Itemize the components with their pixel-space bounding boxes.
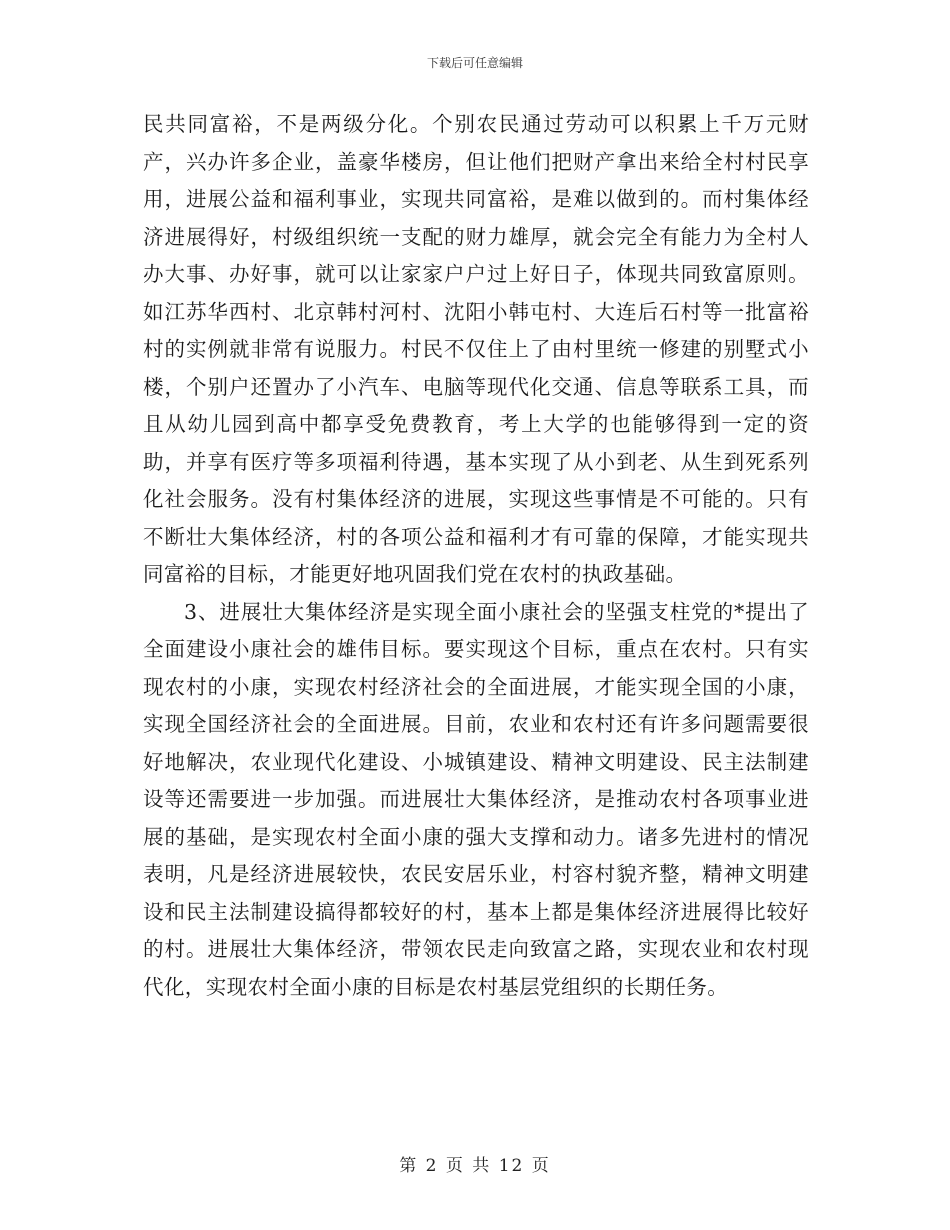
page-number-footer: 第 2 页 共 12 页 — [399, 1156, 551, 1176]
body-paragraph-section-3: 3、进展壮大集体经济是实现全面小康社会的坚强支柱党的*提出了全面建设小康社会的雄伟目标。要实现这个目标，重点在农村。只有实现农村的小康，实现农村经济社会的全面进展，才能实现全国的小康，实现全国经济社会的全面进展。目前，农业和农村还有许多问题需要很好地解决，农业现代化建设、小城镇建设、精神文明建设、民主法制建设等还需要进一步加强。而进展壮大集体经济，是推动农村各项事业进展的基础，是实现农村全面小康的强大支撑和动力。诸多先进村的情况表明，凡是经济进展较快，农民安居乐业，村容村貌齐整，精神文明建设和民主法制建设搞得都较好的村，基本上都是集体经济进展得比较好的村。进展壮大集体经济，带领农民走向致富之路，实现农业和农村现代化，实现农村全面小康的目标是农村基层党组织的长期任务。 — [143, 599, 809, 999]
document-body — [143, 106, 809, 1006]
body-paragraph-continued: 民共同富裕，不是两级分化。个别农民通过劳动可以积累上千万元财产，兴办许多企业，盖豪华楼房，但让他们把财产拿出来给全村村民享用，进展公益和福利事业，实现共同富裕，是难以做到的。而村集体经济进展得好，村级组织统一支配的财力雄厚，就会完全有能力为全村人办大事、办好事，就可以让家家户户过上好日子，体现共同致富原则。如江苏华西村、北京韩村河村、沈阳小韩屯村、大连后石村等一批富裕村的实例就非常有说服力。村民不仅住上了由村里统一修建的别墅式小楼，个别户还置办了小汽车、电脑等现代化交通、信息等联系工具，而且从幼儿园到高中都享受免费教育，考上大学的也能够得到一定的资助，并享有医疗等多项福利待遇，基本实现了从小到老、从生到死系列化社会服务。没有村集体经济的进展，实现这些事情是不可能的。只有不断壮大集体经济，村的各项公益和福利才有可靠的保障，才能实现共同富裕的目标，才能更好地巩固我们党在农村的执政基础。 — [143, 112, 809, 586]
page-header: 下载后可任意编辑 — [426, 56, 523, 70]
